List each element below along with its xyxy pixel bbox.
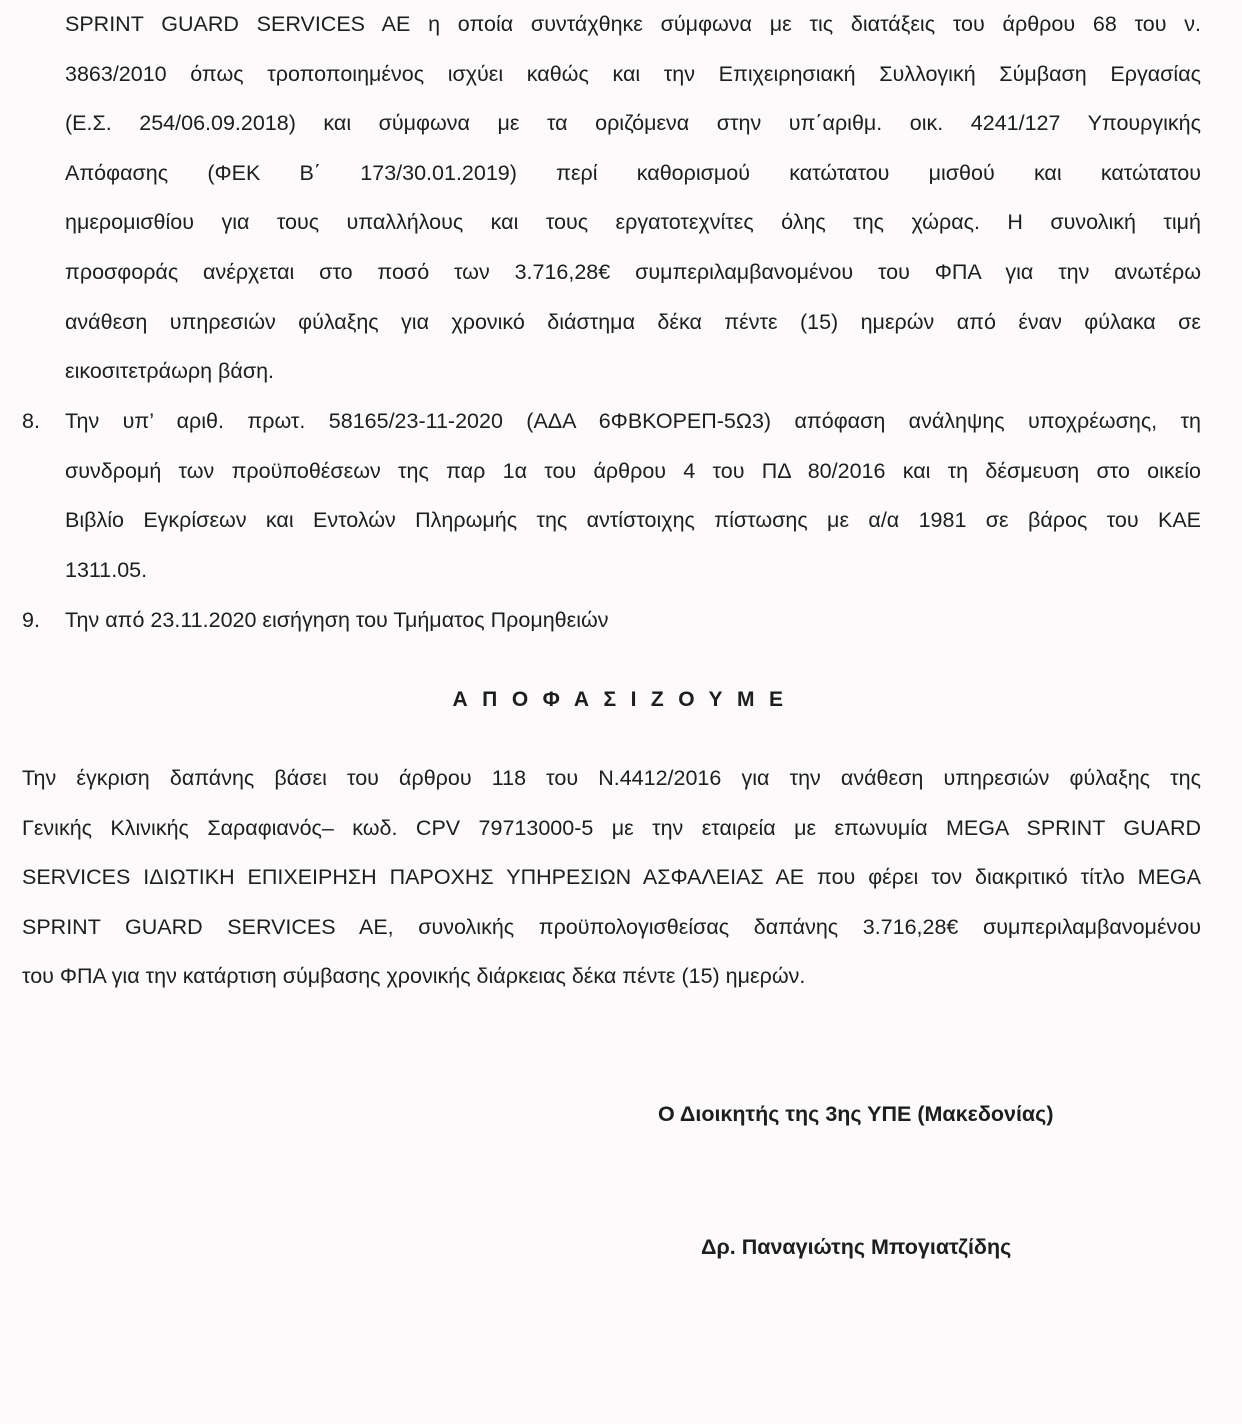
paragraph-line: 3863/2010 όπως τροποποιημένος ισχύει καθώς και την Επιχειρησιακή Συλλογική Σύμβαση Εργασίας	[65, 61, 1201, 86]
list-item-body	[65, 397, 1201, 595]
continuation-paragraph	[65, 0, 1201, 397]
paragraph-line: συνδρομή των προϋποθέσεων της παρ 1α του άρθρου 4 του ΠΔ 80/2016 και τη δέσμευση στο οικείο	[65, 458, 1201, 483]
paragraph-line: Απόφασης (ΦΕΚ Β΄ 173/30.01.2019) περί καθορισμού κατώτατου μισθού και κατώτατου	[65, 160, 1201, 185]
paragraph-line: (Ε.Σ. 254/06.09.2018) και σύμφωνα με τα οριζόμενα στην υπ΄αριθμ. οικ. 4241/127 Υπουργικής	[65, 111, 1201, 136]
paragraph-line: SERVICES ΙΔΙΩΤΙΚΗ ΕΠΙΧΕΙΡΗΣΗ ΠΑΡΟΧΗΣ ΥΠΗΡΕΣΙΩΝ ΑΣΦΑΛΕΙΑΣ ΑΕ που φέρει τον διακριτικό τίτλο MEGA	[22, 865, 1201, 890]
list-number: 8.	[22, 409, 40, 433]
paragraph-line: Την έγκριση δαπάνης βάσει του άρθρου 118 του Ν.4412/2016 για την ανάθεση υπηρεσιών φύλαξης της	[22, 766, 1201, 790]
signatory-title: Ο Διοικητής της 3ης ΥΠΕ (Μακεδονίας)	[658, 1102, 1054, 1126]
paragraph-line: ανάθεση υπηρεσιών φύλαξης για χρονικό διάστημα δέκα πέντε (15) ημερών από έναν φύλακα σε	[65, 309, 1201, 334]
paragraph-line: προσφοράς ανέρχεται στο ποσό των 3.716,28€ συμπεριλαμβανομένου του ΦΠΑ για την ανωτέρω	[65, 259, 1201, 284]
paragraph-line: Την υπ’ αριθ. πρωτ. 58165/23-11-2020 (ΑΔΑ 6ΦΒΚΟΡΕΠ-5Ω3) απόφαση ανάληψης υποχρέωσης, τη	[65, 409, 1201, 433]
list-item-body	[65, 596, 1201, 646]
paragraph-line: ημερομισθίου για τους υπαλλήλους και τους εργατοτεχνίτες όλης της χώρας. Η συνολική τιμή	[65, 210, 1201, 235]
paragraph-line: 1311.05.	[65, 557, 148, 582]
paragraph-line: εικοσιτετράωρη βάση.	[65, 359, 275, 384]
paragraph-line: SPRINT GUARD SERVICES AE, συνολικής προϋπολογισθείσας δαπάνης 3.716,28€ συμπεριλαμβανομένου	[22, 914, 1201, 939]
list-number: 9.	[22, 608, 40, 632]
paragraph-line: Την από 23.11.2020 εισήγηση του Τμήματος Προμηθειών	[65, 608, 609, 632]
decision-paragraph	[22, 754, 1201, 1002]
paragraph-line: του ΦΠΑ για την κατάρτιση σύμβασης χρονικής διάρκειας δέκα πέντε (15) ημερών.	[22, 964, 806, 989]
decision-heading: ΑΠΟΦΑΣΙΖΟΥΜΕ	[452, 688, 798, 711]
paragraph-line: Γενικής Κλινικής Σαραφιανός– κωδ. CPV 79713000-5 με την εταιρεία με επωνυμία MEGA SPRINT GUARD	[22, 815, 1201, 840]
paragraph-line: Βιβλίο Εγκρίσεων και Εντολών Πληρωμής της αντίστοιχης πίστωσης με α/α 1981 σε βάρος του ΚΑΕ	[65, 508, 1201, 533]
signatory-name: Δρ. Παναγιώτης Μπογιατζίδης	[701, 1235, 1012, 1259]
paragraph-line: SPRINT GUARD SERVICES AE η οποία συντάχθηκε σύμφωνα με τις διατάξεις του άρθρου 68 του ν.	[65, 12, 1201, 36]
